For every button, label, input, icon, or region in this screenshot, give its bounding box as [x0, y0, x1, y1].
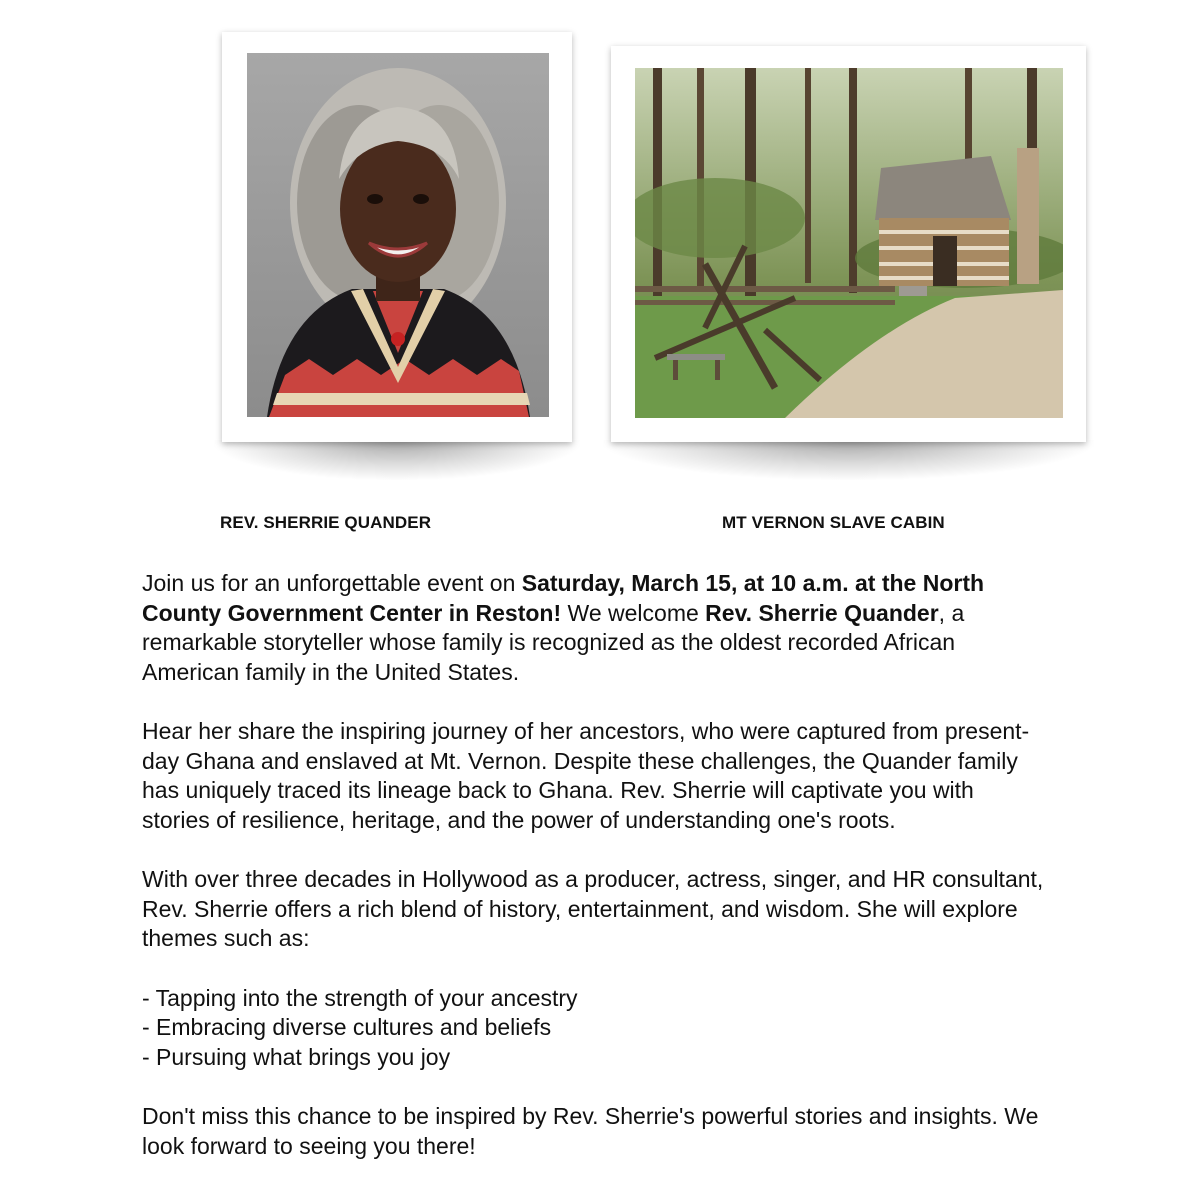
- event-details: Saturday, March 15, at 10 a.m. at the North County Government Center in Reston!: [142, 570, 985, 626]
- intro-welcome: We welcome: [561, 599, 706, 626]
- event-description: [142, 569, 1047, 1191]
- portrait-photo: [247, 53, 549, 417]
- portrait-illustration: [247, 53, 549, 417]
- theme-item: - Tapping into the strength of your ancestry: [142, 984, 578, 1011]
- portrait-frame-shadow: [214, 440, 580, 480]
- portrait-photo-frame: [222, 32, 572, 442]
- intro-description: , a remarkable storyteller whose family is recognized as the oldest recorded African American family in the United States.: [142, 599, 965, 685]
- career-paragraph: With over three decades in Hollywood as a producer, actress, singer, and HR consultant, Rev. Sherrie offers a rich blend of history, entertainment, and wisdom. She will explore themes such as:: [142, 866, 1044, 951]
- portrait-caption: REV. SHERRIE QUANDER: [220, 513, 432, 532]
- theme-item: - Embracing diverse cultures and beliefs: [142, 1014, 552, 1040]
- closing-paragraph: Don't miss this chance to be inspired by Rev. Sherrie's powerful stories and insights. We look forward to seeing you there!: [142, 1103, 1039, 1159]
- themes-list: [142, 984, 1047, 1073]
- theme-item: - Pursuing what brings you joy: [142, 1043, 451, 1070]
- intro-paragraph: [142, 569, 1047, 687]
- cabin-frame-shadow: [603, 440, 1094, 480]
- cabin-illustration: [635, 68, 1063, 418]
- ancestry-paragraph: Hear her share the inspiring journey of her ancestors, who were captured from present-day Ghana and enslaved at Mt. Vernon. Despite these challenges, the Quander family has uniquely traced its lineage back to Ghana. Rev. Sherrie will captivate you with stories of resilience, heritage, and the power of understanding one's roots.: [142, 718, 1030, 833]
- speaker-name: Rev. Sherrie Quander: [705, 599, 939, 626]
- intro-lead: Join us for an unforgettable event on: [142, 570, 522, 596]
- cabin-photo: [635, 68, 1063, 418]
- cabin-caption: MT VERNON SLAVE CABIN: [722, 513, 945, 532]
- cabin-photo-frame: [611, 46, 1086, 442]
